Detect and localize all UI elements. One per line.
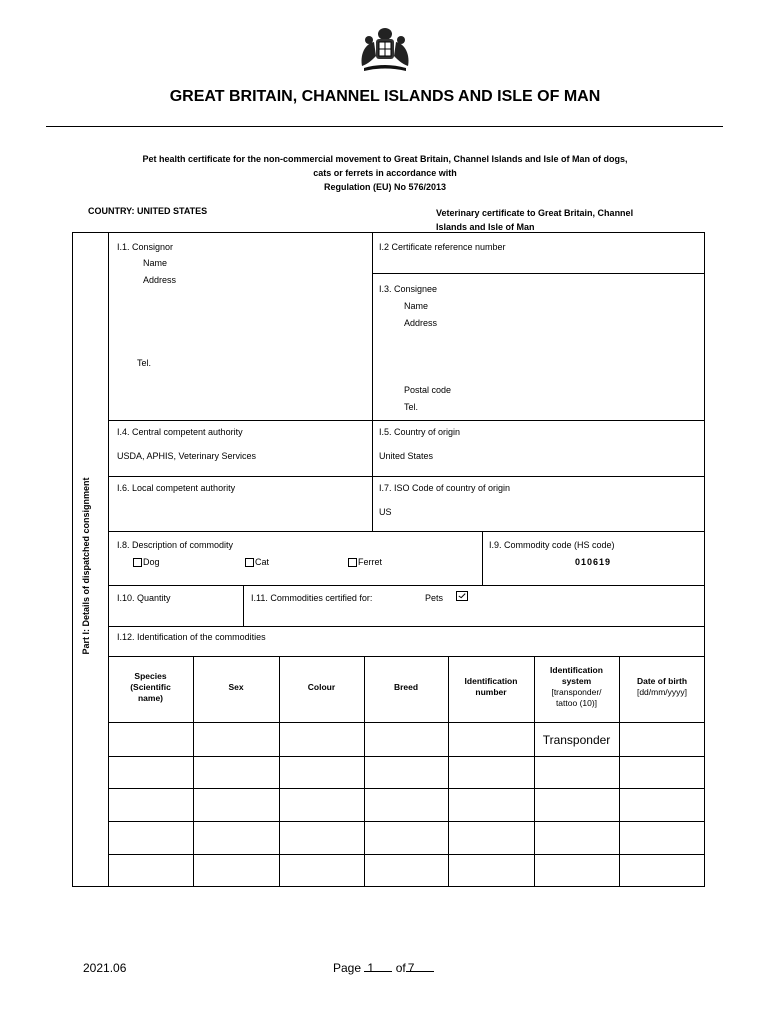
header-identification-number: Identification number bbox=[464, 676, 518, 697]
document-title: GREAT BRITAIN, CHANNEL ISLANDS AND ISLE OF MAN bbox=[169, 88, 601, 105]
identification-system-cell[interactable]: Transponder bbox=[542, 733, 611, 747]
divider bbox=[46, 126, 723, 127]
vet-certificate-label: Veterinary certificate to Great Britain, Channel Islands and Isle of Man bbox=[436, 208, 634, 232]
page-indicator: Page 1 of 7 bbox=[333, 961, 434, 976]
consignor-label: I.1. Consignor bbox=[117, 242, 174, 252]
consignor-name[interactable]: Name bbox=[143, 258, 168, 268]
pets-label: Pets bbox=[425, 593, 444, 603]
consignor-address[interactable]: Address bbox=[143, 275, 177, 285]
header-sex: Sex bbox=[228, 682, 244, 692]
page-number: 1 bbox=[367, 961, 375, 975]
country-origin-value[interactable]: United States bbox=[379, 451, 434, 461]
local-authority-label: I.6. Local competent authority bbox=[117, 483, 236, 493]
ferret-checkbox-box[interactable] bbox=[348, 558, 357, 567]
country-label: COUNTRY: UNITED STATES bbox=[88, 206, 208, 216]
part-label: Part I: Details of dispatched consignment bbox=[81, 477, 91, 655]
cat-checkbox[interactable]: Cat bbox=[245, 557, 269, 567]
cat-checkbox-box[interactable] bbox=[245, 558, 254, 567]
consignee-address[interactable]: Address bbox=[404, 318, 438, 328]
total-pages: 7 bbox=[407, 961, 415, 975]
cert-ref-label: I.2 Certificate reference number bbox=[379, 242, 506, 252]
header-colour: Colour bbox=[307, 682, 336, 692]
consignee-label: I.3. Consignee bbox=[379, 284, 438, 294]
header-species: Species (Scientific name) bbox=[130, 671, 171, 703]
ferret-checkbox[interactable]: Ferret bbox=[348, 557, 382, 567]
country-origin-label: I.5. Country of origin bbox=[379, 427, 461, 437]
quantity-label: I.10. Quantity bbox=[117, 593, 171, 603]
header-date-of-birth: Date of birth [dd/mm/yyyy] bbox=[636, 676, 688, 697]
checkmark-icon bbox=[457, 592, 467, 600]
iso-code-label: I.7. ISO Code of country of origin bbox=[379, 483, 511, 493]
consignee-postal[interactable]: Postal code bbox=[404, 385, 452, 395]
iso-code-value[interactable]: US bbox=[379, 507, 392, 517]
certified-for-label: I.11. Commodities certified for: bbox=[251, 593, 373, 603]
consignee-name[interactable]: Name bbox=[404, 301, 429, 311]
consignee-tel[interactable]: Tel. bbox=[404, 402, 419, 412]
dog-checkbox[interactable]: Dog bbox=[133, 557, 160, 567]
hs-code-label: I.9. Commodity code (HS code) bbox=[489, 540, 615, 550]
central-authority-label: I.4. Central competent authority bbox=[117, 427, 243, 437]
pets-checkbox[interactable] bbox=[456, 591, 468, 601]
intro-text: Pet health certificate for the non-commercial movement to Great Britain, Channel Islands and Isle of Man of dogs, cats or ferrets in accordance with Regulation (EU) No 576/2013 bbox=[142, 154, 628, 192]
header-breed: Breed bbox=[393, 682, 419, 692]
royal-coat-of-arms-icon bbox=[354, 26, 416, 72]
dog-checkbox-box[interactable] bbox=[133, 558, 142, 567]
central-authority-value[interactable]: USDA, APHIS, Veterinary Services bbox=[117, 451, 257, 461]
commodity-label: I.8. Description of commodity bbox=[117, 540, 234, 550]
consignor-tel[interactable]: Tel. bbox=[137, 358, 152, 368]
hs-code-value[interactable]: 010619 bbox=[575, 557, 612, 567]
version-number: 2021.06 bbox=[83, 961, 127, 975]
header-identification-system: Identification system [transponder/ tattoo (10)] bbox=[550, 665, 603, 708]
identification-label: I.12. Identification of the commodities bbox=[117, 632, 266, 642]
